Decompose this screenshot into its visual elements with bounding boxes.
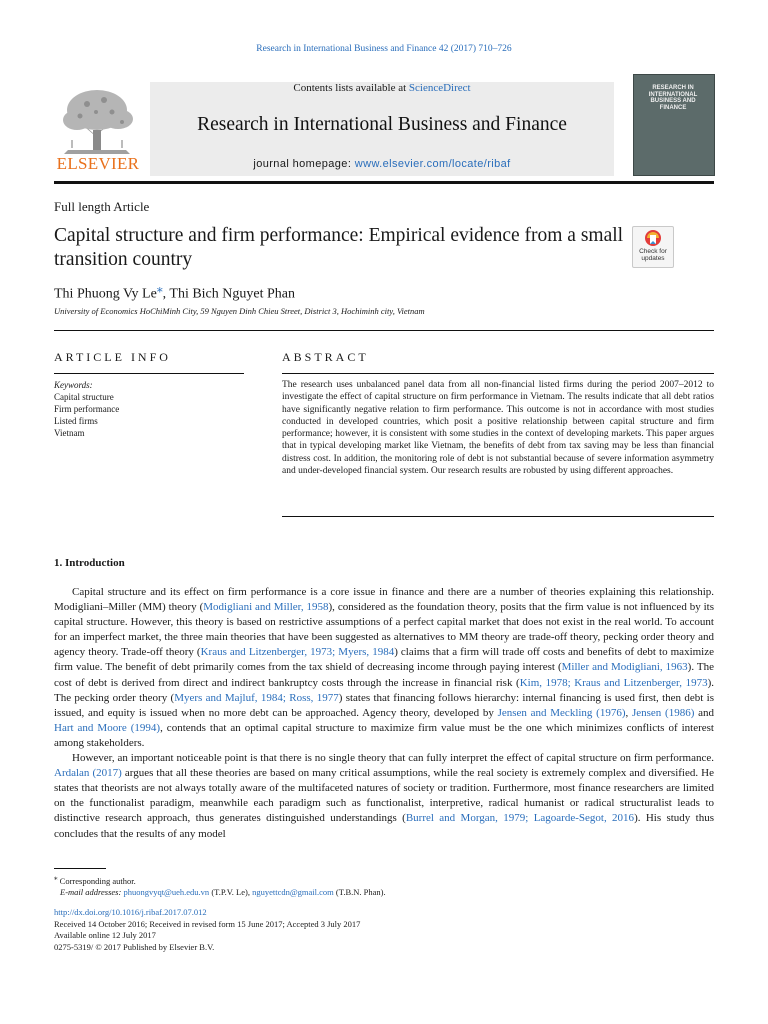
email-label: E-mail addresses: [60, 887, 124, 898]
journal-cover-title: RESEARCH IN INTERNATIONAL BUSINESS AND FINANCE [648, 85, 698, 111]
author-list [54, 281, 295, 303]
paragraph-text: ). The cost of debt is derived from direct and indirect bankruptcy costs through the increase in financial risk ( [54, 661, 714, 689]
paragraph-text: , contends that an optimal capital structure to maximize firm value must be the one which minimizes conflicts of interest among stakeholders. [54, 721, 714, 749]
footnote-divider [54, 868, 106, 869]
citation-link[interactable]: Myers and Majluf, 1984; Ross, 1977 [174, 691, 339, 704]
keyword-item: Vietnam [54, 428, 85, 438]
email-link-2[interactable]: nguyettcdn@gmail.com [252, 887, 334, 898]
email-note [54, 887, 714, 899]
keywords-label: Keywords: [54, 380, 93, 390]
abstract-text: The research uses unbalanced panel data from all non-financial listed firms during the period 2007–2012 to investigate the effect of capital structure on firm performance in Vietnam. The results indicate that all debt ratios have significantly negative relation to firm performance. This outcome is not in accordance with most studies conducted in developed countries, which posit a positive relationship between capital structure and firm performance; however, it is consistent with some studies in the context of developing markets. This paper argues that in typical developing market like Vietnam, the benefits of debt from tax saving may be less than financial distress cost. In addition, the monitoring role of debt is not substantial because of severe information asymmetry and under-developed financial system. Our research results are robusted by using different approaches. [282, 380, 714, 477]
keyword-item: Firm performance [54, 404, 120, 414]
publication-info [54, 907, 714, 953]
abstract-end-divider [282, 516, 714, 517]
homepage-prefix: journal homepage: [253, 158, 355, 170]
citation-link[interactable]: Modigliani and Miller, 1958 [203, 601, 329, 614]
citation-link[interactable]: Hart and Moore (1994) [54, 721, 161, 734]
citation-link[interactable]: Jensen and Meckling (1976) [497, 706, 626, 719]
footnote-mark: ⁎ [54, 874, 58, 882]
paragraph [54, 751, 714, 842]
crossmark-icon [633, 227, 673, 249]
author-separator: , [162, 286, 170, 302]
sciencedirect-link[interactable]: ScienceDirect [408, 82, 471, 94]
introduction-body [54, 585, 714, 842]
keywords-block [54, 379, 119, 439]
paragraph-text: ) claims that a firm will trade off costs and benefits of debt to maximize firm value. The benefit of debt primarily comes from the tax shield of decreasing income through paying interest ( [54, 646, 714, 674]
corresponding-text: Corresponding author. [57, 875, 136, 886]
footnotes [54, 873, 714, 899]
keyword-item: Capital structure [54, 392, 114, 402]
journal-title: Research in International Business and Finance [197, 114, 567, 135]
corresponding-note [54, 873, 714, 887]
author-2: Thi Bich Nguyet Phan [169, 286, 295, 302]
article-type: Full length Article [54, 199, 150, 214]
corresponding-author-mark[interactable]: ⁎ [156, 282, 163, 295]
paragraph-text: However, an important noticeable point is that there is no single theory that can fully interpret the effect of capital structure on firm performance. [72, 752, 714, 765]
email-owner-1: (T.P.V. Le), [209, 887, 253, 898]
contents-line [150, 82, 614, 94]
email-link-1[interactable]: phuongvyqt@ueh.edu.vn [123, 887, 210, 898]
article-info-heading: ARTICLE INFO [54, 350, 171, 364]
online-date: Available online 12 July 2017 [54, 930, 156, 940]
journal-homepage-line [150, 158, 614, 170]
paper-title: Capital structure and firm performance: Empirical evidence from a small transition country [54, 225, 624, 270]
paragraph-text: ). The pecking order theory ( [54, 676, 715, 704]
citation-link[interactable]: Miller and Modigliani, 1963 [561, 661, 688, 674]
paragraph-text: Capital structure and its effect on firm performance is a core issue in finance and there are a number of theories explaining this relationship. Modigliani–Miller (MM) theory ( [54, 586, 714, 614]
contents-prefix: Contents lists available at [293, 82, 409, 94]
journal-citation[interactable]: Research in International Business and Finance 42 (2017) 710–726 [256, 44, 512, 54]
paragraph-text: argues that all these theories are based on many critical assumptions, while the real society is extremely complex and diversified. He states that theorists are not always totally aware of the multifaceted natures of society or tradition. Furthermore, most finance researchers are limited on the functionalist paradigm, meanwhile each paradigm such as functionalist, interpretive, radical humanist or radical structuralist leads to distinctive research approach, thus generates distinguished understandings ( [54, 767, 714, 825]
elsevier-wordmark: ELSEVIER [56, 154, 140, 173]
title-divider [54, 330, 714, 331]
homepage-link[interactable]: www.elsevier.com/locate/ribaf [354, 158, 511, 170]
citation-link[interactable]: Kraus and Litzenberger, 1973; Myers, 1984 [200, 646, 395, 659]
crossmark-label: Check for updates [639, 248, 667, 262]
section-heading-introduction: 1. Introduction [54, 557, 125, 569]
article-info-divider [54, 373, 244, 374]
copyright: 0275-5319/ © 2017 Published by Elsevier B.V. [54, 941, 215, 952]
author-affiliation: University of Economics HoChiMinh City, 59 Nguyen Dinh Chieu Street, District 3, Hochiminh city, Vietnam [54, 306, 425, 316]
paragraph-text: ) states that financing follows hierarchy: internal financing is used first, then debt is issued, and equity is issued when no more debt can be approached. Agency theory, developed by [54, 691, 714, 719]
citation-link[interactable]: Ardalan (2017) [54, 767, 122, 780]
received-dates: Received 14 October 2016; Received in revised form 15 June 2017; Accepted 3 July 2017 [54, 918, 361, 929]
email-owner-2: (T.B.N. Phan). [333, 887, 386, 898]
header-divider [54, 181, 714, 184]
paragraph-text: ). His study thus concludes that the results of any model [54, 812, 715, 840]
author-1: Thi Phuong Vy Le [54, 286, 157, 302]
citation-link[interactable]: Jensen (1986) [631, 706, 695, 719]
abstract-heading: ABSTRACT [282, 350, 369, 364]
citation-link[interactable]: Kim, 1978; Kraus and Litzenberger, 1973 [519, 676, 708, 689]
doi-link[interactable]: http://dx.doi.org/10.1016/j.ribaf.2017.07.012 [54, 907, 207, 917]
abstract-divider [282, 373, 714, 374]
paragraph-text: and [694, 706, 714, 719]
paragraph-text: , [625, 706, 632, 719]
citation-link[interactable]: Burrel and Morgan, 1979; Lagoarde-Segot, 2016 [405, 812, 635, 825]
paragraph [54, 585, 714, 751]
keyword-item: Listed firms [54, 416, 98, 426]
paragraph-text: ), considered as the foundation theory, posits that the firm value is not influenced by its capital structure. However, this theory is based on restrictive assumptions of a perfect capital market that does not exist in the real world. To account for an imperfect market, the three main theories that have been suggested as alternatives to MM theory are trade-off theory, pecking order theory and agency theory. Trade-off theory ( [54, 601, 715, 659]
